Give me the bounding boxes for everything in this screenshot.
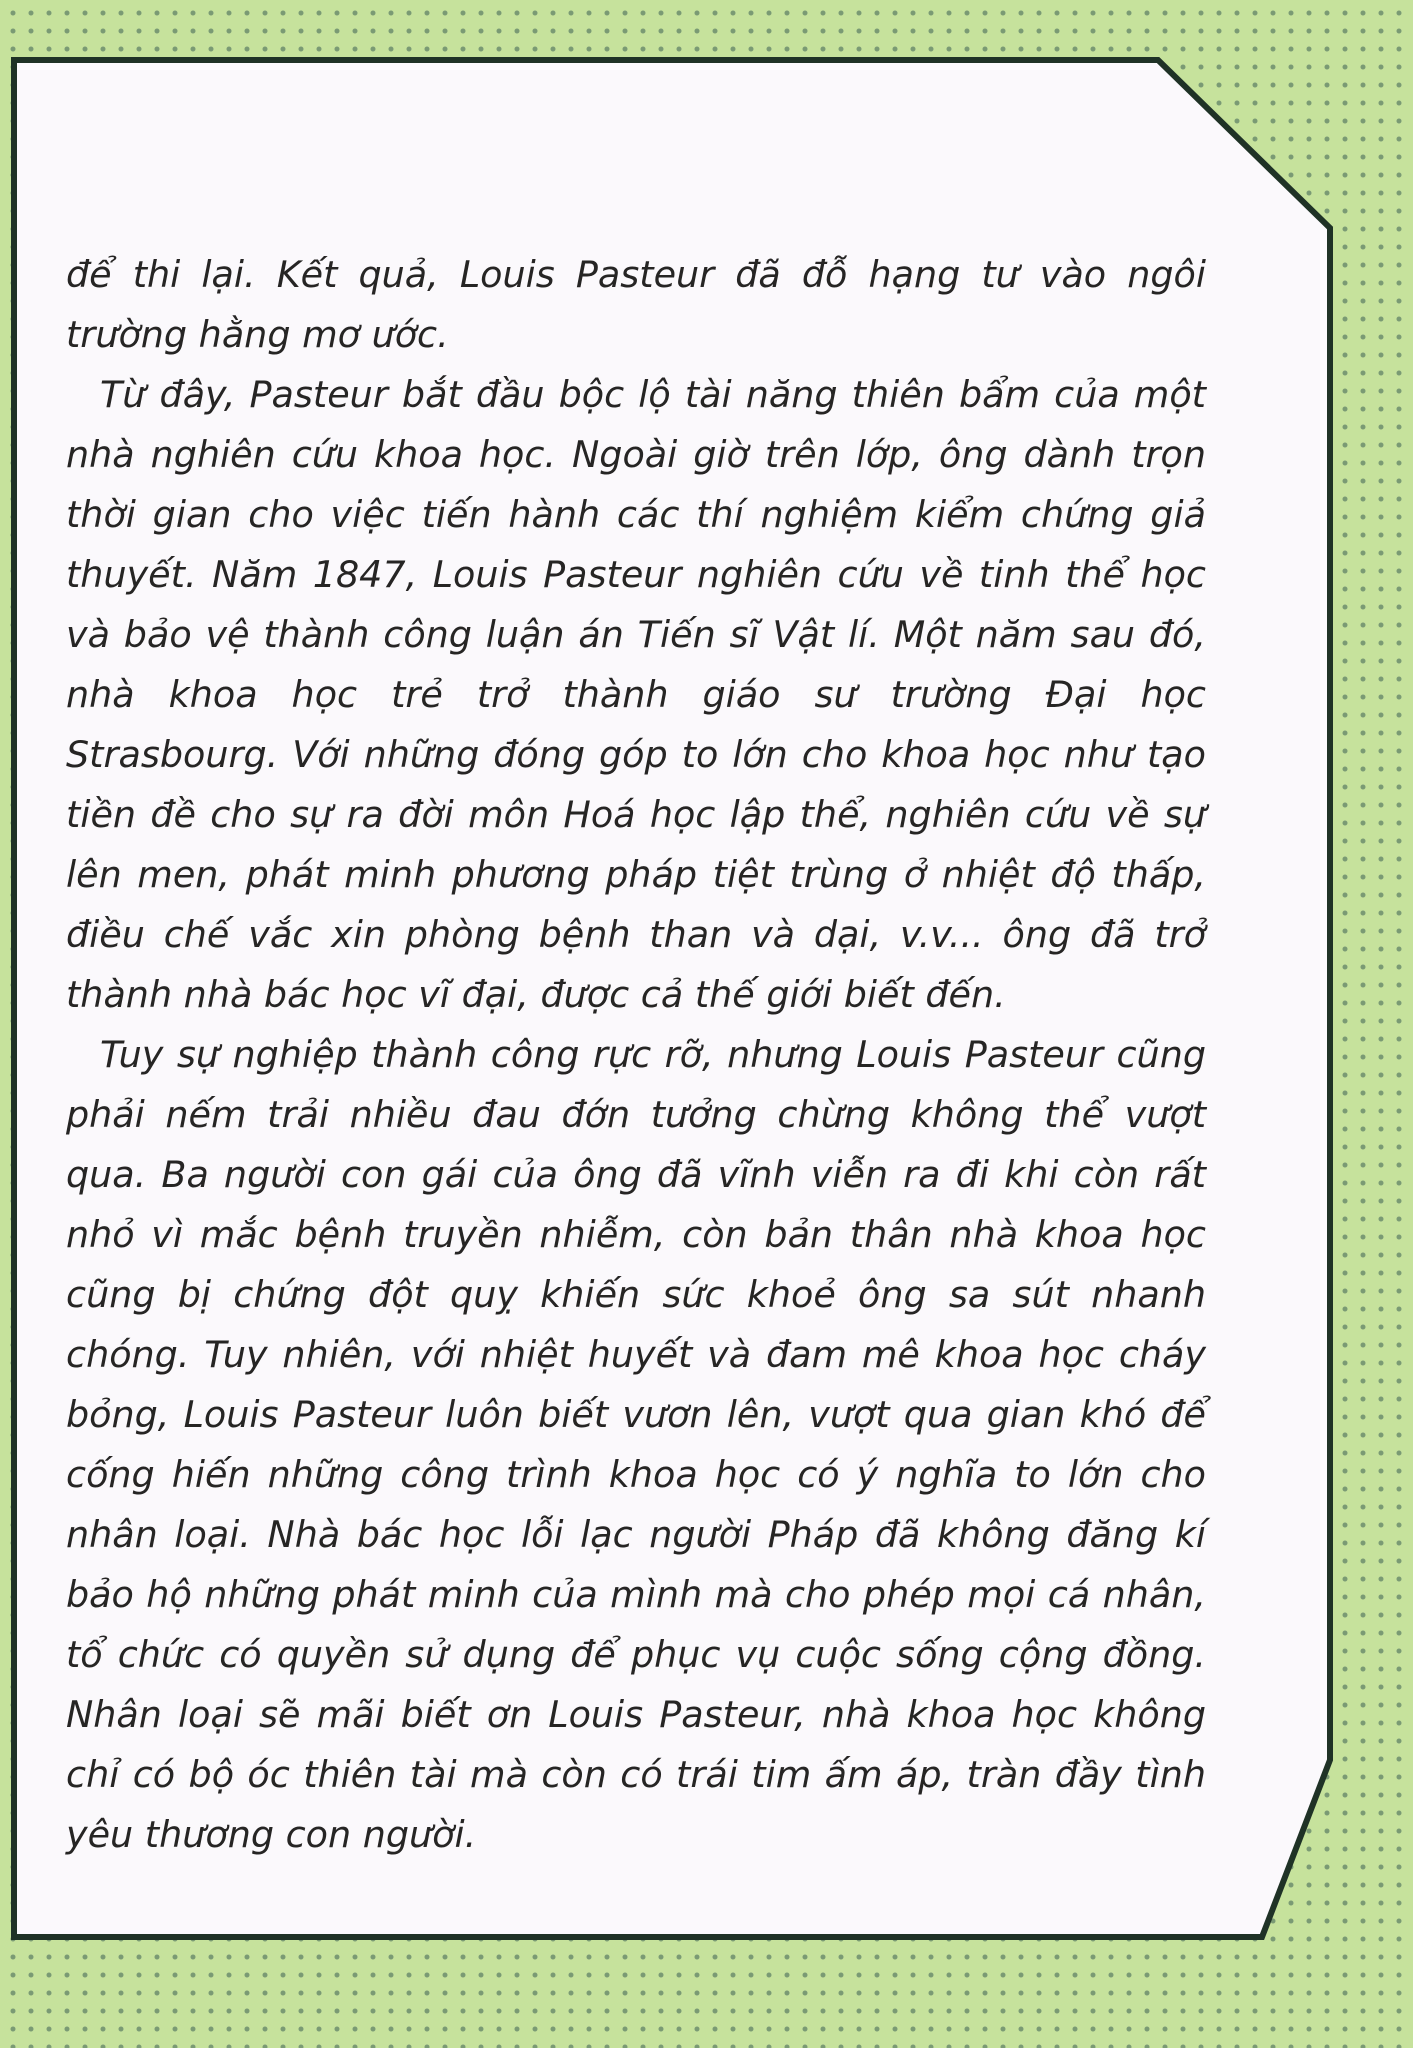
- paragraph-legacy: Tuy sự nghiệp thành công rực rỡ, nhưng Louis Pasteur cũng phải nếm trải nhiều đau đớn tưởng chừng không thể vượt qua. Ba người con gái của ông đã vĩnh viễn ra đi khi còn rất nhỏ vì mắc bệnh truyền nhiễm, còn bản thân nhà khoa học cũng bị chứng đột quỵ khiến sức khoẻ ông sa sút nhanh chóng. Tuy nhiên, với nhiệt huyết và đam mê khoa học cháy bỏng, Louis Pasteur luôn biết vươn lên, vượt qua gian khó để cống hiến những công trình khoa học có ý nghĩa to lớn cho nhân loại. Nhà bác học lỗi lạc người Pháp đã không đăng kí bảo hộ những phát minh của mình mà cho phép mọi cá nhân, tổ chức có quyền sử dụng để phục vụ cuộc sống cộng đồng. Nhân loại sẽ mãi biết ơn Louis Pasteur, nhà khoa học không chỉ có bộ óc thiên tài mà còn có trái tim ấm áp, tràn đầy tình yêu thương con người.: [66, 1033, 1206, 1856]
- paragraph-continued: để thi lại. Kết quả, Louis Pasteur đã đỗ hạng tư vào ngôi trường hằng mơ ước.: [66, 253, 1206, 356]
- paragraph-career: Từ đây, Pasteur bắt đầu bộc lộ tài năng thiên bẩm của một nhà nghiên cứu khoa học. Ngoài giờ trên lớp, ông dành trọn thời gian cho việc tiến hành các thí nghiệm kiểm chứng giả thuyết. Năm 1847, Louis Pasteur nghiên cứu về tinh thể học và bảo vệ thành công luận án Tiến sĩ Vật lí. Một năm sau đó, nhà khoa học trẻ trở thành giáo sư trường Đại học Strasbourg. Với những đóng góp to lớn cho khoa học như tạo tiền đề cho sự ra đời môn Hoá học lập thể, nghiên cứu về sự lên men, phát minh phương pháp tiệt trùng ở nhiệt độ thấp, điều chế vắc xin phòng bệnh than và dại, v.v... ông đã trở thành nhà bác học vĩ đại, được cả thế giới biết đến.: [66, 373, 1206, 1016]
- article-text: [66, 245, 1206, 1865]
